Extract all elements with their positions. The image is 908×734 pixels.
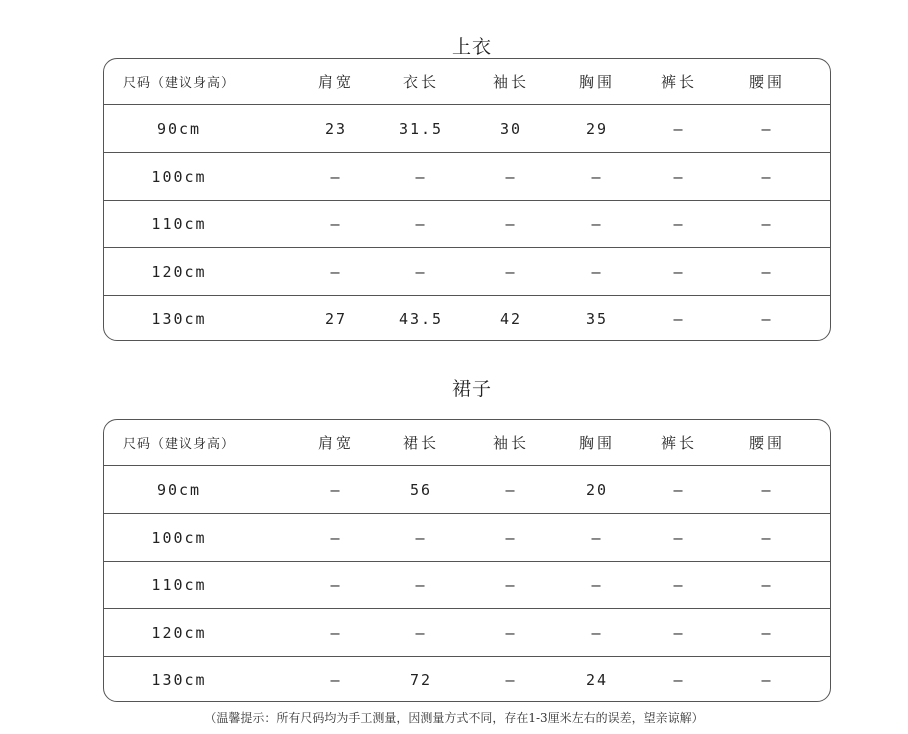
top-header-cell: 腰围 <box>748 73 785 91</box>
bottom-header-cell: 裤长 <box>660 434 697 452</box>
bottom-table-cell: – <box>591 623 603 642</box>
top-header-cell: 衣长 <box>402 73 439 91</box>
top-header-cell: 裤长 <box>660 73 697 91</box>
bottom-table-row <box>104 514 830 562</box>
top-table-cell: – <box>415 215 427 233</box>
bottom-table-cell: – <box>505 480 517 499</box>
bottom-table-cell: – <box>415 623 427 642</box>
bottom-table-row <box>104 657 830 703</box>
bottom-table-cell: – <box>330 623 342 642</box>
top-table-row <box>104 296 830 342</box>
top-table-cell: – <box>761 119 773 138</box>
top-table-cell: 31.5 <box>398 119 444 138</box>
bottom-table-cell: 24 <box>585 671 609 689</box>
bottom-header-cell: 胸围 <box>578 434 615 452</box>
bottom-header-cell: 裙长 <box>402 434 439 452</box>
bottom-table-cell: 90cm <box>156 480 202 499</box>
top-table-cell: – <box>505 262 517 281</box>
section-title-top: 上衣 <box>451 36 492 58</box>
bottom-table-row <box>104 562 830 609</box>
bottom-table-cell: – <box>330 671 342 689</box>
bottom-table-cell: – <box>330 480 342 499</box>
top-table-cell: – <box>673 119 685 138</box>
bottom-table-cell: – <box>673 480 685 499</box>
top-table-cell: – <box>673 262 685 281</box>
top-table-cell: – <box>415 167 427 186</box>
top-header-cell: 尺码（建议身高） <box>122 76 235 91</box>
top-table-cell: – <box>673 167 685 186</box>
top-table-cell: – <box>761 262 773 281</box>
top-table-cell: 110cm <box>151 215 207 233</box>
top-table-cell: – <box>761 215 773 233</box>
bottom-table-cell: – <box>505 528 517 547</box>
top-table-cell: – <box>330 215 342 233</box>
top-table-cell: – <box>330 167 342 186</box>
top-table-cell: – <box>591 215 603 233</box>
top-table-cell: 30 <box>499 119 523 138</box>
bottom-table-cell: – <box>591 576 603 594</box>
bottom-table-cell: – <box>673 623 685 642</box>
bottom-table-cell: – <box>761 528 773 547</box>
bottom-table-cell: 120cm <box>151 623 207 642</box>
top-table-row <box>104 105 830 153</box>
bottom-table-cell: – <box>415 576 427 594</box>
bottom-header-cell: 肩宽 <box>317 434 354 452</box>
bottom-table-cell: 56 <box>409 480 433 499</box>
top-table-cell: 27 <box>324 310 348 328</box>
bottom-table-cell: – <box>673 528 685 547</box>
top-header-cell: 胸围 <box>578 73 615 91</box>
size-table-bottom <box>103 419 831 702</box>
top-table-cell: – <box>761 167 773 186</box>
top-table-row <box>104 153 830 201</box>
top-table-cell: – <box>505 215 517 233</box>
top-table-cell: – <box>330 262 342 281</box>
footnote: （温馨提示：所有尺码均为手工测量，因测量方式不同，存在1-3厘米左右的误差，望亲谅解） <box>204 711 704 725</box>
top-table-cell: 29 <box>585 119 609 138</box>
top-table-cell: 35 <box>585 310 609 328</box>
bottom-table-cell: – <box>505 671 517 689</box>
bottom-table-cell: – <box>761 576 773 594</box>
bottom-table-cell: 20 <box>585 480 609 499</box>
bottom-header-cell: 袖长 <box>492 434 529 452</box>
top-table-cell: – <box>591 167 603 186</box>
bottom-table-cell: 100cm <box>151 528 207 547</box>
top-table-row <box>104 248 830 296</box>
top-table-cell: – <box>415 262 427 281</box>
bottom-table-row <box>104 609 830 657</box>
bottom-table-cell: – <box>673 671 685 689</box>
top-table-cell: 120cm <box>151 262 207 281</box>
bottom-table-cell: – <box>761 671 773 689</box>
bottom-table-row <box>104 466 830 514</box>
top-table-cell: – <box>673 310 685 328</box>
top-table-cell: – <box>761 310 773 328</box>
bottom-table-cell: – <box>330 576 342 594</box>
bottom-table-cell: 130cm <box>151 671 207 689</box>
bottom-table-cell: – <box>415 528 427 547</box>
top-table-cell: – <box>591 262 603 281</box>
top-table-cell: 100cm <box>151 167 207 186</box>
section-title-bottom: 裙子 <box>451 378 492 400</box>
top-table-cell: – <box>673 215 685 233</box>
bottom-table-cell: – <box>330 528 342 547</box>
bottom-table-cell: – <box>761 480 773 499</box>
bottom-table-cell: – <box>505 576 517 594</box>
bottom-header-cell: 腰围 <box>748 434 785 452</box>
top-table-cell: 43.5 <box>398 310 444 328</box>
bottom-header-row <box>104 420 830 466</box>
bottom-table-cell: 72 <box>409 671 433 689</box>
top-table-cell: 130cm <box>151 310 207 328</box>
bottom-header-cell: 尺码（建议身高） <box>122 437 235 452</box>
top-table-cell: 42 <box>499 310 523 328</box>
bottom-table-cell: 110cm <box>151 576 207 594</box>
bottom-table-cell: – <box>761 623 773 642</box>
top-header-cell: 袖长 <box>492 73 529 91</box>
top-table-cell: – <box>505 167 517 186</box>
top-table-cell: 90cm <box>156 119 202 138</box>
bottom-table-cell: – <box>591 528 603 547</box>
bottom-table-cell: – <box>673 576 685 594</box>
bottom-table-cell: – <box>505 623 517 642</box>
top-table-row <box>104 201 830 248</box>
top-table-cell: 23 <box>324 119 348 138</box>
size-table-top <box>103 58 831 341</box>
top-header-cell: 肩宽 <box>317 73 354 91</box>
top-header-row <box>104 59 830 105</box>
